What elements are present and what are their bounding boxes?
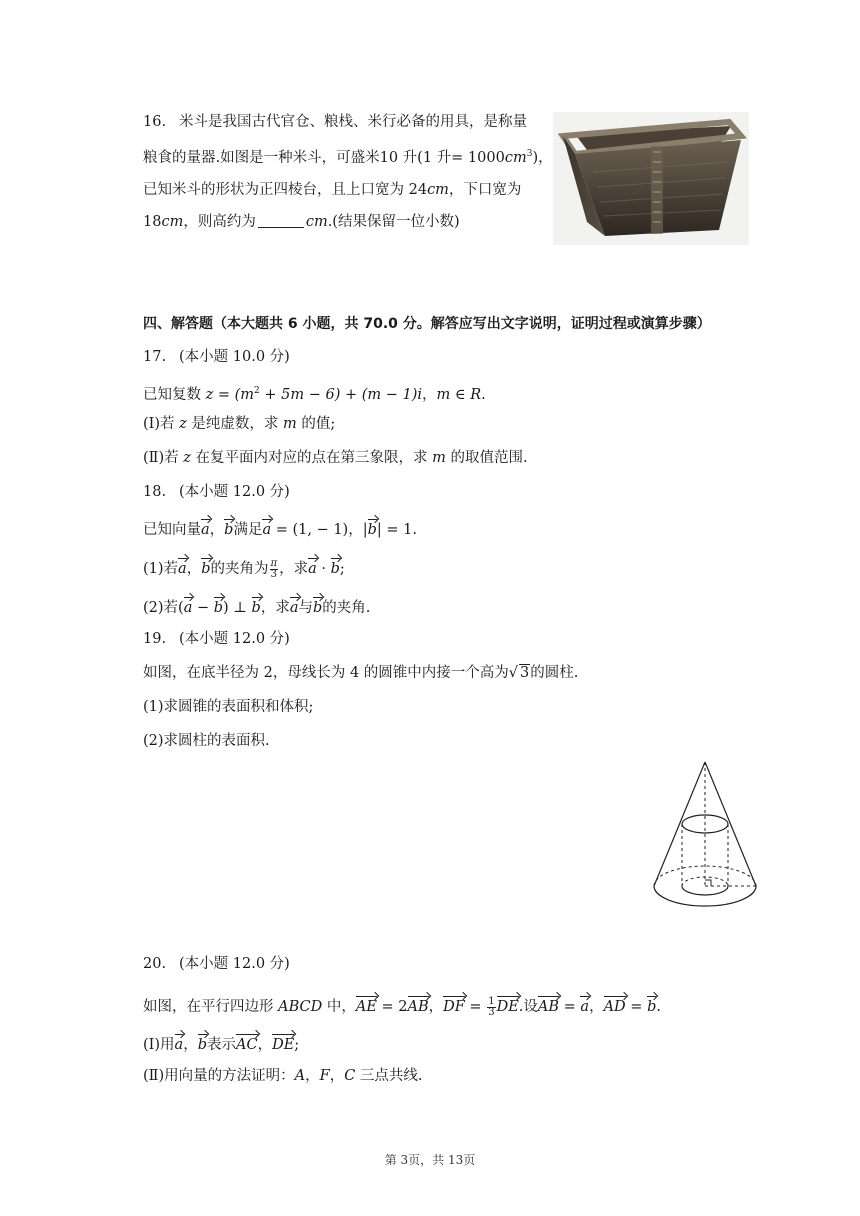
- text: ) ⊥: [223, 600, 252, 616]
- vector-a: a: [178, 556, 187, 579]
- q16-line3a: 已知米斗的形状为正四棱台，且上口宽为 24: [143, 181, 428, 198]
- text: ;: [339, 561, 345, 577]
- text: (Ⅰ)若: [143, 416, 180, 432]
- text: ，: [305, 1068, 320, 1084]
- numerator: 1: [488, 995, 495, 1007]
- text: (2)若(: [143, 600, 184, 616]
- text: 的取值范围.: [445, 450, 528, 466]
- text: ，: [428, 999, 444, 1015]
- text: .: [481, 386, 486, 403]
- text: = 2: [376, 999, 408, 1015]
- vector-df: DF: [443, 994, 465, 1017]
- text: ，求: [260, 600, 290, 616]
- text: = (1, − 1)，|: [271, 522, 368, 538]
- text: 是纯虚数，求: [186, 416, 284, 432]
- text: ，求: [279, 561, 309, 577]
- question-number: 18.: [143, 484, 167, 500]
- q16-line4c: ，则高约为: [183, 213, 256, 230]
- question-19-header: [143, 629, 290, 649]
- var: m: [432, 450, 446, 466]
- text: 三点共线.: [355, 1068, 423, 1084]
- question-18-stem: [143, 517, 417, 540]
- vector-a: a: [580, 994, 589, 1017]
- vector-a: a: [175, 1032, 184, 1055]
- vector-b: b: [201, 556, 210, 579]
- text: 已知复数: [143, 386, 206, 403]
- question-score: (本小题 12.0 分): [179, 484, 290, 500]
- sqrt-sign: √: [508, 665, 519, 681]
- vector-a: a: [290, 595, 299, 618]
- text: ，: [257, 1037, 273, 1053]
- text: ，: [183, 1037, 198, 1053]
- formula: + 5m − 6) + (m − 1)i: [259, 386, 423, 403]
- text: ，: [422, 386, 437, 403]
- vector-de: DE: [272, 1032, 294, 1055]
- question-20-part-2: [143, 1066, 423, 1086]
- q16-unit: cm: [427, 181, 449, 198]
- vector-b: b: [214, 595, 223, 618]
- question-17-header: [143, 347, 290, 367]
- text: ，: [589, 999, 604, 1015]
- q16-line2e: )，: [532, 149, 553, 166]
- var: z: [179, 416, 187, 432]
- var: A: [294, 1068, 306, 1084]
- text: 的圆柱.: [530, 665, 579, 681]
- question-20-part-1: [143, 1032, 299, 1055]
- formula-exp: 2: [254, 386, 260, 396]
- text: 在复平面内对应的点在第三象限，求: [190, 450, 433, 466]
- text: (1)若: [143, 561, 179, 577]
- sqrt-radicand: 3: [520, 665, 530, 681]
- vector-a: a: [184, 595, 193, 618]
- var: z: [183, 450, 191, 466]
- denominator: 3: [488, 1006, 495, 1018]
- text: 如图，在平行四边形: [143, 999, 279, 1015]
- q16-unit: cm: [161, 213, 184, 230]
- q16-line3c: ，下口宽为: [448, 181, 522, 198]
- vector-a: a: [262, 517, 271, 540]
- q16-line4a: 18: [143, 213, 162, 230]
- vector-b: b: [368, 517, 377, 540]
- text: (Ⅱ)若: [143, 450, 184, 466]
- question-number: 17.: [143, 349, 167, 365]
- text: 的夹角.: [322, 600, 371, 616]
- question-number: 16.: [143, 114, 167, 130]
- question-18-part-1: [143, 556, 345, 580]
- text: | = 1.: [376, 522, 417, 538]
- question-18-header: [143, 482, 290, 502]
- vector-b: b: [198, 1032, 207, 1055]
- text: (Ⅰ)用: [143, 1037, 175, 1053]
- q16-unit: cm: [305, 213, 328, 230]
- text: ，: [186, 561, 202, 577]
- text: ，: [329, 1068, 345, 1084]
- answer-blank: [258, 213, 304, 228]
- vector-b: b: [252, 595, 261, 618]
- section-heading: 四、解答题（本大题共 6 小题，共 70.0 分。解答应写出文字说明，证明过程或演算步骤）: [143, 316, 711, 332]
- question-16: [143, 106, 553, 238]
- text: 中，: [322, 999, 356, 1015]
- q16-line1: 米斗是我国古代官仓、粮栈、米行必备的用具，是称量: [179, 114, 527, 130]
- question-20-stem: [143, 994, 661, 1018]
- question-score: (本小题 12.0 分): [179, 631, 290, 647]
- formula: m ∈ R: [436, 386, 482, 403]
- text: =: [625, 999, 648, 1015]
- fraction-one-third: [487, 997, 495, 1018]
- question-19-stem: [143, 663, 578, 683]
- cone-cylinder-figure: [648, 758, 758, 913]
- vector-a: a: [308, 556, 317, 579]
- vector-b: b: [313, 595, 322, 618]
- question-19-part-1: (1)求圆锥的表面积和体积;: [143, 699, 314, 715]
- rice-measure-image: [553, 112, 749, 245]
- var: ABCD: [278, 999, 323, 1015]
- text: .: [656, 999, 661, 1015]
- vector-b: b: [331, 556, 340, 579]
- text: ，: [209, 522, 225, 538]
- q16-line2a: 粮食的量器.如图是一种米斗，可盛米: [143, 149, 380, 166]
- question-18-part-2: [143, 595, 370, 618]
- vector-b: b: [224, 517, 233, 540]
- q16-line4e: .(结果保留一位小数): [327, 213, 460, 230]
- vector-ac: AC: [236, 1032, 258, 1055]
- var: F: [319, 1068, 330, 1084]
- text: 满足: [233, 522, 263, 538]
- text: 如图，在底半径为 2，母线长为 4 的圆锥中内接一个高为: [143, 665, 509, 681]
- question-17-stem: [143, 381, 486, 405]
- formula: z = (m: [205, 386, 255, 403]
- text: ;: [294, 1037, 300, 1053]
- vector-ad: AD: [604, 994, 626, 1017]
- vector-b: b: [647, 994, 656, 1017]
- question-score: (本小题 12.0 分): [179, 956, 290, 972]
- question-20-header: [143, 954, 290, 974]
- q16-exp: 3: [526, 149, 533, 159]
- question-17-part-1: [143, 414, 335, 434]
- question-19-part-2: (2)求圆柱的表面积.: [143, 733, 270, 749]
- var: m: [283, 416, 297, 432]
- question-score: (本小题 10.0 分): [179, 349, 290, 365]
- q16-unit: cm: [504, 149, 527, 166]
- text: .设: [518, 999, 538, 1015]
- text: 的夹角为: [210, 561, 269, 577]
- text: 与: [298, 600, 313, 616]
- vector-ab: AB: [538, 994, 559, 1017]
- text: =: [559, 999, 581, 1015]
- text: −: [192, 600, 214, 616]
- text: 已知向量: [143, 522, 201, 538]
- text: 表示: [207, 1037, 236, 1053]
- question-17-part-2: [143, 448, 528, 468]
- vector-a: a: [201, 517, 210, 540]
- question-number: 20.: [143, 956, 167, 972]
- text: =: [464, 999, 487, 1015]
- q16-line2b: 10 升(1 升= 1000: [379, 149, 505, 166]
- var: C: [344, 1068, 356, 1084]
- vector-ae: AE: [356, 994, 377, 1017]
- vector-ab: AB: [408, 994, 429, 1017]
- fraction-pi-over-3: [270, 559, 279, 580]
- vector-de: DE: [497, 994, 519, 1017]
- numerator: π: [270, 557, 278, 569]
- denominator: 3: [270, 568, 277, 580]
- text: 的值;: [296, 416, 336, 432]
- text: (Ⅱ)用向量的方法证明：: [143, 1068, 295, 1084]
- question-number: 19.: [143, 631, 167, 647]
- page-footer: 第 3页，共 13页: [384, 1153, 476, 1167]
- text: ·: [316, 561, 331, 577]
